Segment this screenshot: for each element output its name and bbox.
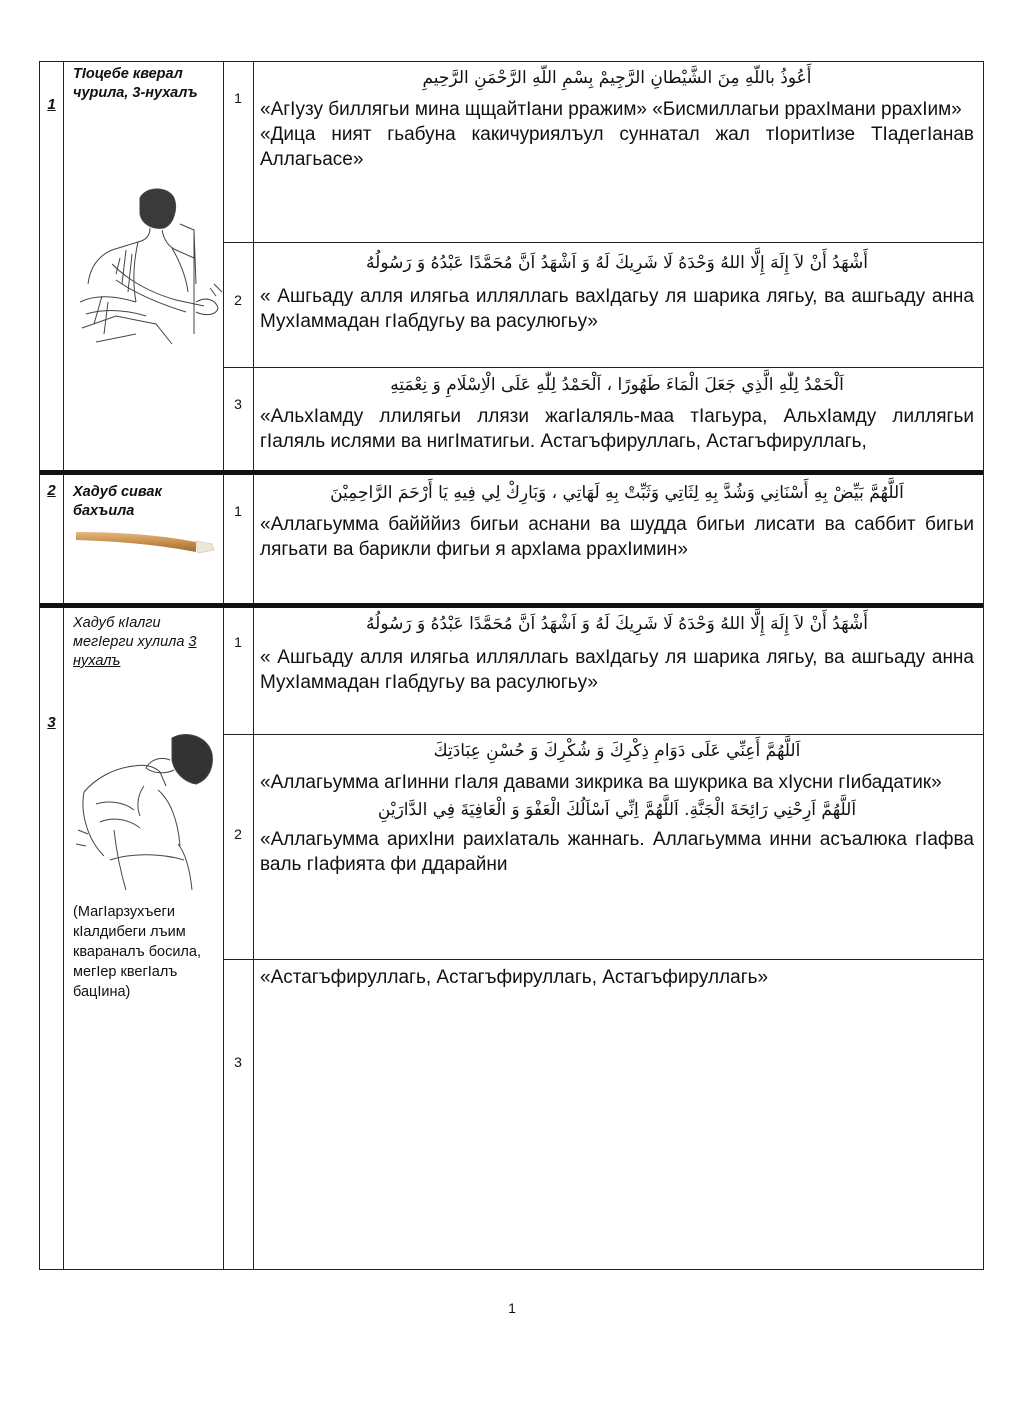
step-text xyxy=(260,65,974,172)
person-rinsing-mouth-illustration xyxy=(74,730,220,900)
transliteration-text: «Аллагьумма байййиз бигьи аснани ва шудда бигьи лисати ва саббит бигьи лягьати ва барикли фигьи я архІама ррахІимин» xyxy=(260,514,974,560)
step-number: 3 xyxy=(234,1054,242,1070)
column-divider xyxy=(63,62,64,1269)
transliteration-text: «АльхІамду ллилягьи ллязи жагІаляль-маа тІагьура, АльхІамду лиллягьи гІаляль ислями ва нигІматигьи. Астагъфируллагь, Астагъфируллагь, xyxy=(260,406,974,452)
section-note: (МагІарзухъеги кІалдибеги лъим квараналъ босила, мегІер квегІалъ бацІина) xyxy=(73,904,201,1000)
section-number: 3 xyxy=(47,714,56,731)
step-text xyxy=(260,965,974,990)
section-number: 2 xyxy=(47,482,56,499)
arabic-text: اَلْحَمْدُ لِلّٰهِ الَّذِي جَعَلَ الْمَاءَ طَهُورًا ، اَلْحَمْدُ لِلّٰهِ عَلَى الْاِسْلَامِ وَ نِعْمَتِهِ xyxy=(390,375,844,395)
arabic-text: اَللَّهُمَّ اَرِحْنِي رَائِحَةَ الْجَنَّةِ. اَللَّهُمَّ اِنِّي اَسْاَلُكَ الْعَفْوَ وَ الْعَافِيَةَ فِي الدَّارَيْنِ xyxy=(377,800,857,820)
section-title: Хадуб сивак бахъила xyxy=(73,484,162,519)
step-number: 1 xyxy=(234,634,242,650)
section-number: 1 xyxy=(47,96,56,113)
section-title: ТІоцебе кверал чурила, 3-нухалъ xyxy=(73,66,198,101)
arabic-text: أَشْهَدُ أَنْ لاَ إِلَهَ إِلَّا اللهُ وَحْدَهُ لَا شَرِيكَ لَهُ وَ اَشْهَدُ اَنَّ مُحَمَّدًا عَبْدُهُ وَ رَسُولُهُ xyxy=(366,614,868,634)
row-divider xyxy=(223,734,983,735)
transliteration-text: «Астагъфируллагь, Астагъфируллагь, Астагъфируллагь» xyxy=(260,967,769,988)
section-divider xyxy=(40,470,983,475)
step-text xyxy=(260,372,974,454)
arabic-text: اَللَّهُمَّ بَيِّضْ بِهِ أَسْنَانِي وَشُدَّ بِهِ لِثَاتِي وَثَبِّتْ بِهِ لَهَاتِي ، وَبَارِكْ لِي فِيهِ يَا أَرْحَمَ الرَّاحِمِيْنَ xyxy=(330,483,904,503)
transliteration-text: «Аллагьумма агІинни гІаля давами зикрика ва шукрика ва хІусни гІибадатик» xyxy=(260,772,942,793)
transliteration-text: « Ашгьаду алля илягьа илляллагь вахІдагьу ля шарика лягьу, ва ашгьаду анна МухІаммадан гІабдугьу ва расулюгьу» xyxy=(260,647,974,693)
step-number: 1 xyxy=(234,90,242,106)
row-divider xyxy=(223,242,983,243)
step-text xyxy=(260,611,974,695)
step-text xyxy=(260,480,974,562)
transliteration-text: «АгІузу биллягьи мина щщайтІани рражим» «Бисмиллагьи ррахІмани ррахІим» xyxy=(260,99,962,120)
step-number: 2 xyxy=(234,292,242,308)
siwak-stick-illustration xyxy=(74,528,216,554)
step-text xyxy=(260,738,974,877)
step-number: 1 xyxy=(234,503,242,519)
section-divider xyxy=(40,603,983,608)
transliteration-text: «Дица ният гьабуна какичуриялъул суннатал жал тІоритІизе ТІадегІанав Аллагьасе» xyxy=(260,124,974,170)
duas-table xyxy=(39,61,984,1270)
step-number: 2 xyxy=(234,826,242,842)
step-number: 3 xyxy=(234,396,242,412)
section-title: Хадуб кІалги мегІерги хулила 3 нухалъ xyxy=(73,615,197,669)
step-text xyxy=(260,250,974,334)
person-washing-hands-illustration xyxy=(76,184,224,350)
arabic-text: أَشْهَدُ أَنْ لاَ إِلَهَ إِلَّا اللهُ وَحْدَهُ لَا شَرِيكَ لَهُ وَ اَشْهَدُ اَنَّ مُحَمَّدًا عَبْدُهُ وَ رَسُولُهُ xyxy=(366,253,868,273)
arabic-text: أَعُوذُ باللّهِ مِنَ الشَّيْطانِ الرَّجِيمْ بِسْمِ اللّهِ الرَّحْمَنِ الرَّحِيمِ xyxy=(422,68,812,88)
column-divider xyxy=(253,62,254,1269)
page-number: 1 xyxy=(508,1300,516,1316)
transliteration-text: « Ашгьаду алля илягьа илляллагь вахІдагьу ля шарика лягьу, ва ашгьаду анна МухІаммадан гІабдугьу ва расулюгьу» xyxy=(260,286,974,332)
row-divider xyxy=(223,367,983,368)
arabic-text: اَللَّهُمَّ أَعِنِّي عَلَى دَوَامِ ذِكْرِكَ وَ شُكْرِكَ وَ حُسْنِ عِبَادَتِكَ xyxy=(433,741,801,761)
transliteration-text: «Аллагьумма арихІни раихІаталь жаннагь. Аллагьумма инни асъалюка гІафва валь гІафията фи ддарайни xyxy=(260,829,974,875)
row-divider xyxy=(223,959,983,960)
